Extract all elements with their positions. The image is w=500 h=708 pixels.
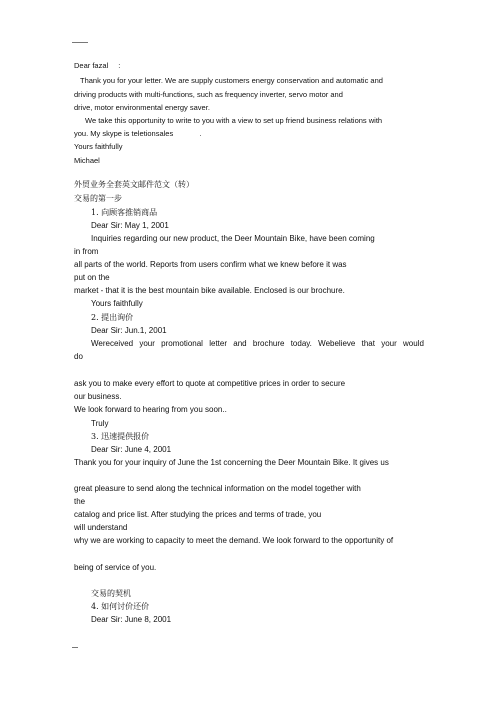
item3-line5: will understand <box>74 523 128 532</box>
item2-line5: We look forward to hearing from you soon.. <box>74 405 227 414</box>
word: your <box>381 339 397 348</box>
item1-line2: in from <box>74 247 99 256</box>
item2-heading: 2. 提出询价 <box>91 313 134 322</box>
item2-line4: our business. <box>74 392 122 401</box>
item3-line4: catalog and price list. After studying the prices and terms of trade, you <box>74 510 322 519</box>
letter1-p2-line2 <box>74 130 201 138</box>
section-title: 外贸业务全套英文邮件范文（转） <box>74 180 194 189</box>
letter1-p1-line3: drive, motor environmental energy saver. <box>74 103 210 112</box>
item3-line2: great pleasure to send along the technical information on the model together with <box>74 484 361 493</box>
item4-heading: 4. 如何讨价还价 <box>91 602 150 611</box>
word: would <box>403 339 424 348</box>
letter1-signature: Michael <box>74 156 100 165</box>
item4-date: Dear Sir: June 8, 2001 <box>91 615 172 624</box>
item1-line1: Inquiries regarding our new product, the Deer Mountain Bike, have been coming <box>91 234 375 243</box>
word: your <box>139 339 155 348</box>
letter1-p1-line1: Thank you for your letter. We are supply customers energy conservation and automatic and <box>80 76 383 85</box>
word: brochure <box>252 339 285 348</box>
item3-line7: being of service of you. <box>74 563 157 572</box>
item1-heading: 1. 向顾客推销商品 <box>91 208 158 217</box>
skype-end: . <box>199 129 202 138</box>
skype-text: you. My skype is teletionsales <box>74 129 174 138</box>
letter1-salutation <box>74 62 120 70</box>
word: letter <box>209 339 228 348</box>
word: and <box>233 339 247 348</box>
word: that <box>361 339 375 348</box>
salutation-punct: : <box>118 61 121 70</box>
item3-line3: the <box>74 497 86 506</box>
item1-date: Dear Sir: May 1, 2001 <box>91 221 169 230</box>
item1-closing: Yours faithfully <box>91 299 143 308</box>
section-subtitle: 交易的第一步 <box>74 194 122 203</box>
header-mark <box>72 42 88 43</box>
item1-line3: all parts of the world. Reports from users confirm what we knew before it was <box>74 260 347 269</box>
salutation-text: Dear fazal <box>74 61 109 70</box>
item3-line1: Thank you for your inquiry of June the 1st concerning the Deer Mountain Bike. It gives us <box>74 458 389 467</box>
letter1-p1-line2: driving products with multi-functions, such as frequency inverter, servo motor and <box>74 90 343 99</box>
item3-heading: 3. 迅速提供报价 <box>91 432 150 441</box>
letter1-p2-line1: We take this opportunity to write to you with a view to set up friend business relations with <box>85 116 383 125</box>
word: promotional <box>161 339 203 348</box>
item2-date: Dear Sir: Jun.1, 2001 <box>91 326 167 335</box>
item1-line4: put on the <box>74 273 110 282</box>
item2-closing: Truly <box>91 419 109 428</box>
item1-line5: market - that it is the best mountain bike available. Enclosed is our brochure. <box>74 286 345 295</box>
item3-line6: why we are working to capacity to meet the demand. We look forward to the opportunity of <box>74 536 394 545</box>
item2-line1-justified <box>91 340 424 348</box>
word: today. <box>290 339 312 348</box>
word: Webelieve <box>318 339 356 348</box>
footer-mark <box>72 647 78 648</box>
item2-line2: do <box>74 352 83 361</box>
section2-title: 交易的契机 <box>91 589 131 598</box>
item2-line3: ask you to make every effort to quote at competitive prices in order to secure <box>74 379 346 388</box>
item3-date: Dear Sir: June 4, 2001 <box>91 445 172 454</box>
letter1-closing: Yours faithfully <box>74 142 123 151</box>
word: Wereceived <box>91 339 134 348</box>
